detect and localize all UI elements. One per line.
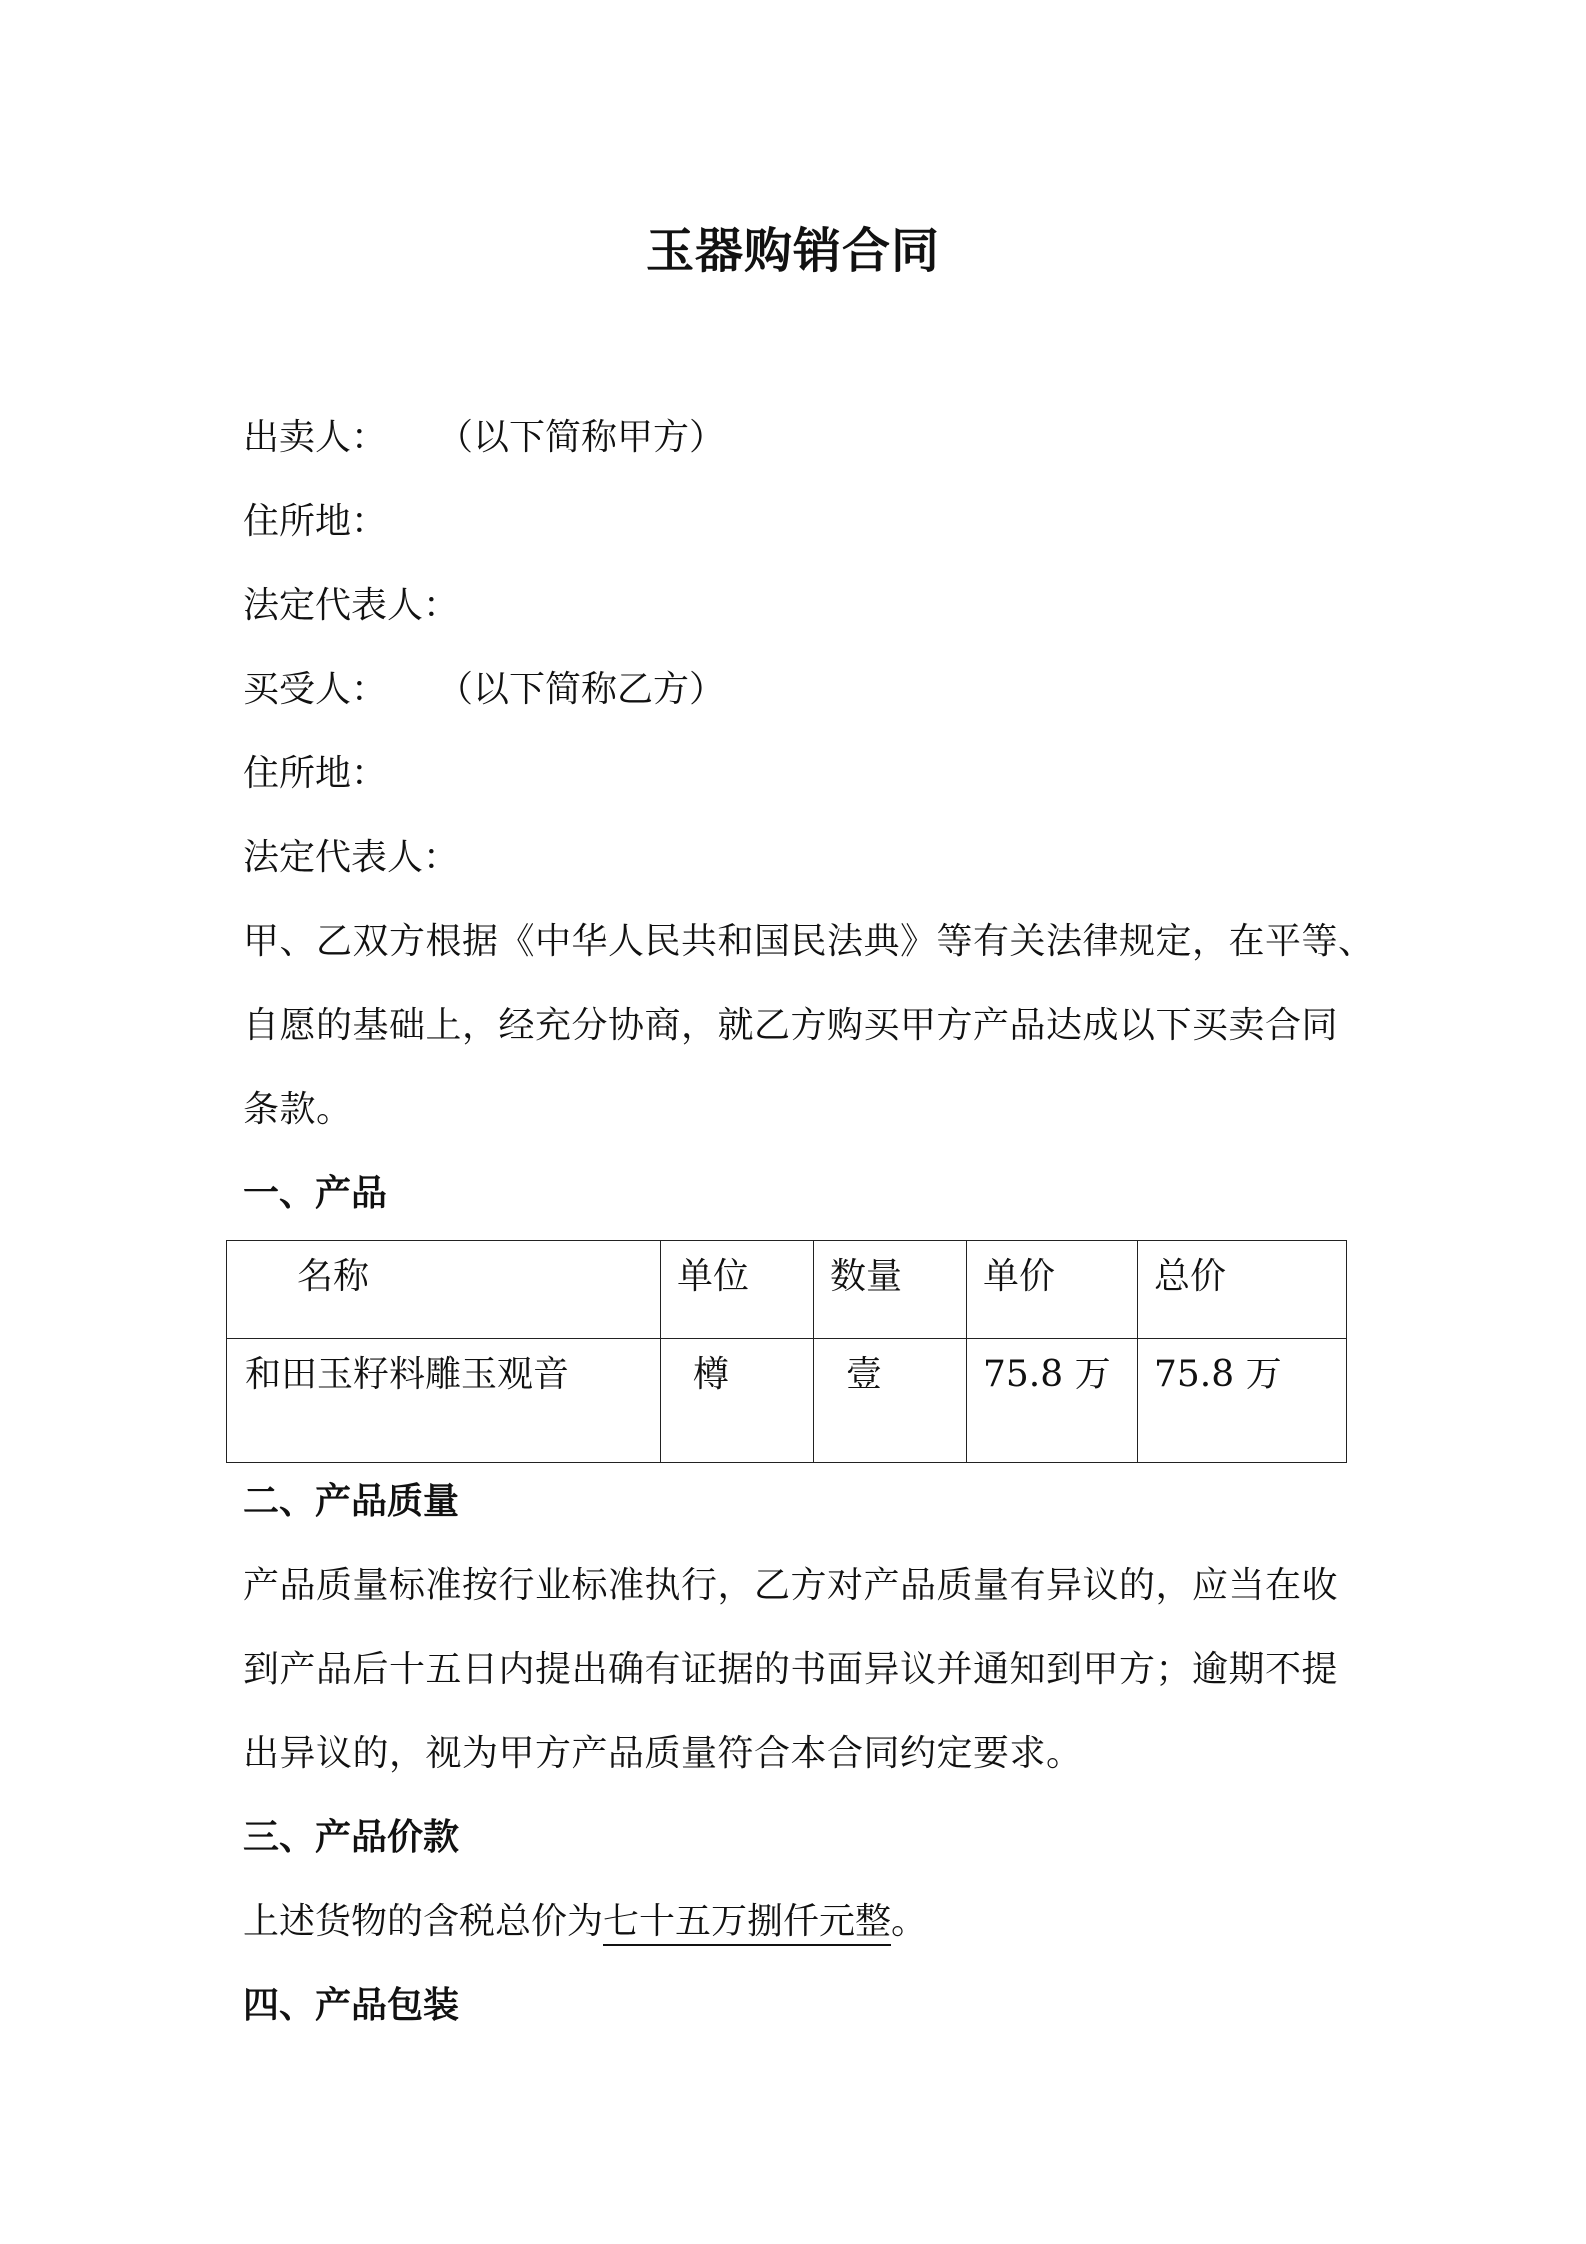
price-amount: 七十五万捌仟元整: [603, 1901, 891, 1946]
section-3-text: [243, 1900, 927, 1944]
header-cell: 单位: [661, 1241, 814, 1339]
buyer-label: 买受人：: [243, 669, 388, 710]
document-title: 玉器购销合同: [645, 223, 940, 279]
product-table: [226, 1240, 1347, 1463]
intro-line-1: 甲、乙双方根据《中华人民共和国民法典》等有关法律规定，在平等、: [243, 921, 1375, 962]
buyer-address-label: 住所地：: [243, 753, 388, 794]
section-3-heading: 三、产品价款: [243, 1817, 460, 1858]
price-text-suffix: 。: [891, 1901, 928, 1942]
seller-note: （以下简称甲方）: [437, 417, 726, 458]
section-2-line-2: 到产品后十五日内提出确有证据的书面异议并通知到甲方；逾期不提: [243, 1649, 1339, 1690]
buyer-note: （以下简称乙方）: [437, 669, 726, 710]
buyer-rep-label: 法定代表人：: [243, 837, 460, 878]
header-cell: 总价: [1138, 1241, 1347, 1339]
table-row: [227, 1339, 1347, 1463]
table-cell: 和田玉籽料雕玉观音: [227, 1339, 661, 1463]
seller-address-label: 住所地：: [243, 501, 388, 542]
seller-label: 出卖人：: [243, 417, 388, 458]
table-header-row: [227, 1241, 1347, 1339]
table-cell: 樽: [661, 1339, 814, 1463]
seller-line: [243, 416, 725, 460]
header-cell: 数量: [814, 1241, 967, 1339]
section-2-heading: 二、产品质量: [243, 1481, 460, 1522]
buyer-line: [243, 668, 725, 712]
section-2-line-3: 出异议的，视为甲方产品质量符合本合同约定要求。: [243, 1733, 1083, 1774]
price-text-prefix: 上述货物的含税总价为: [243, 1901, 604, 1942]
seller-rep-label: 法定代表人：: [243, 585, 460, 626]
table-cell: 75.8 万: [1138, 1339, 1347, 1463]
section-4-heading: 四、产品包装: [243, 1985, 460, 2026]
section-2-line-1: 产品质量标准按行业标准执行，乙方对产品质量有异议的，应当在收: [243, 1565, 1339, 1606]
header-cell: 单价: [967, 1241, 1138, 1339]
intro-line-2: 自愿的基础上，经充分协商，就乙方购买甲方产品达成以下买卖合同: [243, 1005, 1339, 1046]
section-1-heading: 一、产品: [243, 1173, 388, 1214]
table-cell: 壹: [814, 1339, 967, 1463]
intro-line-3: 条款。: [243, 1089, 353, 1130]
header-cell: 名称: [227, 1241, 661, 1339]
table-cell: 75.8 万: [967, 1339, 1138, 1463]
